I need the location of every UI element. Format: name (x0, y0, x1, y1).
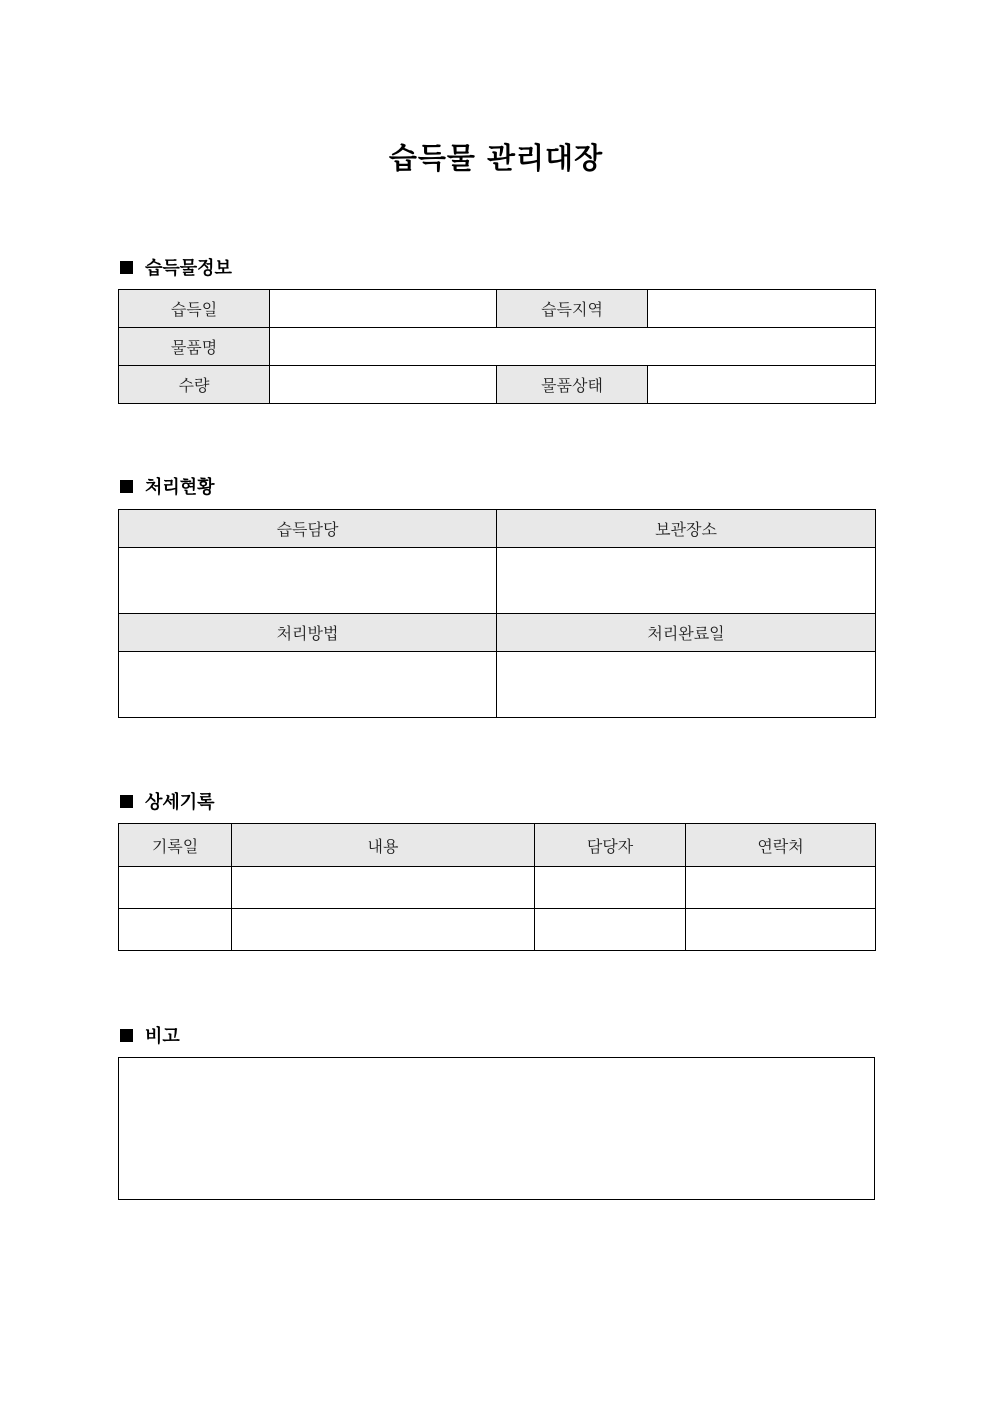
field-item-name[interactable] (270, 328, 876, 366)
field-found-date[interactable] (270, 290, 497, 328)
label-found-area: 습득지역 (497, 290, 648, 328)
label-handler: 습득담당 (119, 510, 497, 548)
label-quantity: 수량 (119, 366, 270, 404)
status-table (118, 509, 876, 718)
table-cell[interactable] (535, 909, 686, 951)
remarks-box[interactable] (118, 1057, 875, 1200)
square-bullet-icon (120, 1029, 133, 1042)
section-heading-text: 습득물정보 (145, 258, 232, 279)
column-header: 기록일 (119, 824, 232, 867)
table-cell[interactable] (119, 867, 232, 909)
field-found-area[interactable] (648, 290, 876, 328)
section-heading-remarks (120, 1022, 180, 1048)
section-heading-text: 비고 (145, 1026, 180, 1047)
label-method: 처리방법 (119, 614, 497, 652)
label-done-date: 처리완료일 (497, 614, 876, 652)
label-item-name: 물품명 (119, 328, 270, 366)
section-heading-text: 처리현황 (145, 477, 215, 498)
label-storage: 보관장소 (497, 510, 876, 548)
section-heading-info (120, 254, 232, 280)
section-heading-status (120, 473, 215, 499)
column-header: 연락처 (686, 824, 876, 867)
field-item-state[interactable] (648, 366, 876, 404)
table-row (119, 909, 876, 951)
table-cell[interactable] (119, 909, 232, 951)
table-cell[interactable] (686, 867, 876, 909)
detail-table (118, 823, 876, 951)
field-storage[interactable] (497, 548, 876, 614)
table-cell[interactable] (232, 867, 535, 909)
field-method[interactable] (119, 652, 497, 718)
field-quantity[interactable] (270, 366, 497, 404)
square-bullet-icon (120, 795, 133, 808)
page-title: 습득물 관리대장 (388, 141, 604, 175)
square-bullet-icon (120, 480, 133, 493)
table-cell[interactable] (535, 867, 686, 909)
section-heading-detail (120, 788, 215, 814)
column-header: 내용 (232, 824, 535, 867)
label-found-date: 습득일 (119, 290, 270, 328)
label-item-state: 물품상태 (497, 366, 648, 404)
info-table (118, 289, 876, 404)
section-heading-text: 상세기록 (145, 792, 215, 813)
table-cell[interactable] (686, 909, 876, 951)
column-header: 담당자 (535, 824, 686, 867)
table-cell[interactable] (232, 909, 535, 951)
square-bullet-icon (120, 261, 133, 274)
table-row (119, 867, 876, 909)
field-done-date[interactable] (497, 652, 876, 718)
field-handler[interactable] (119, 548, 497, 614)
